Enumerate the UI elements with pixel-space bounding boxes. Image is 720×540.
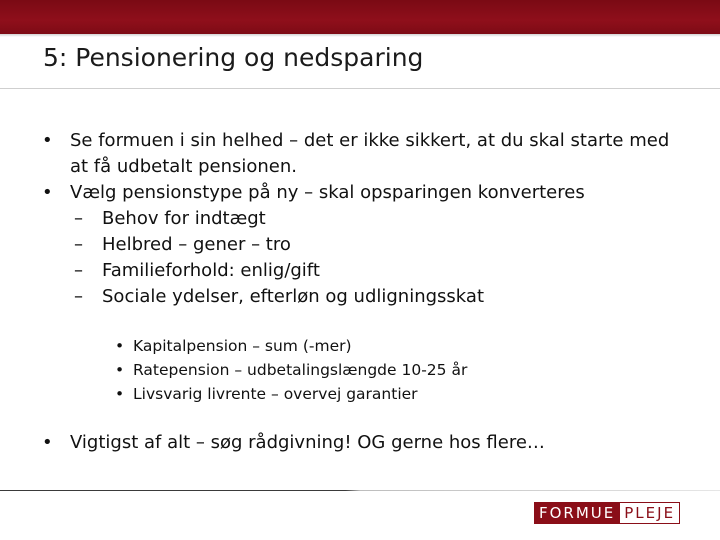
pension-type-list bbox=[0, 334, 720, 406]
bullet-item bbox=[0, 430, 690, 456]
bullet-text: Vigtigst af alt – søg rådgivning! OG gerne hos flere… bbox=[70, 432, 545, 453]
bullet-marker: • bbox=[115, 337, 125, 355]
slide-title: 5: Pensionering og nedsparing bbox=[43, 43, 424, 72]
pension-type-text: Livsvarig livrente – overvej garantier bbox=[133, 385, 418, 403]
logo-part-pleje: PLEJE bbox=[620, 502, 680, 524]
bullet-marker: • bbox=[42, 432, 53, 453]
logo-part-formue: FORMUE bbox=[534, 502, 620, 524]
header-bar-shadow bbox=[0, 34, 720, 37]
sub-bullet-item bbox=[0, 284, 720, 310]
bullet-item bbox=[0, 128, 690, 180]
dash-marker: – bbox=[74, 234, 83, 255]
main-bullet-list bbox=[0, 128, 720, 310]
sub-bullet-text: Sociale ydelser, efterløn og udligningsskat bbox=[102, 286, 484, 307]
formuepleje-logo bbox=[534, 502, 680, 524]
pension-type-text: Kapitalpension – sum (-mer) bbox=[133, 337, 352, 355]
dash-marker: – bbox=[74, 286, 83, 307]
pension-type-item bbox=[0, 382, 720, 406]
sub-bullet-text: Helbred – gener – tro bbox=[102, 234, 291, 255]
sub-bullet-item bbox=[0, 232, 720, 258]
bullet-marker: • bbox=[115, 361, 125, 379]
bullet-text: Se formuen i sin helhed – det er ikke sikkert, at du skal starte med at få udbetalt pensionen. bbox=[70, 130, 670, 177]
bullet-marker: • bbox=[115, 385, 125, 403]
dash-marker: – bbox=[74, 260, 83, 281]
pension-type-text: Ratepension – udbetalingslængde 10-25 år bbox=[133, 361, 468, 379]
bullet-marker: • bbox=[42, 182, 53, 203]
bullet-marker: • bbox=[42, 130, 53, 151]
header-bar bbox=[0, 0, 720, 34]
pension-type-item bbox=[0, 358, 720, 382]
footer-divider bbox=[0, 490, 720, 491]
bullet-item bbox=[0, 180, 690, 206]
final-bullet-list bbox=[0, 430, 720, 456]
sub-bullet-text: Behov for indtægt bbox=[102, 208, 266, 229]
pension-type-item bbox=[0, 334, 720, 358]
title-divider bbox=[0, 88, 720, 89]
dash-marker: – bbox=[74, 208, 83, 229]
sub-bullet-item bbox=[0, 258, 720, 284]
sub-bullet-text: Familieforhold: enlig/gift bbox=[102, 260, 320, 281]
bullet-text: Vælg pensionstype på ny – skal opsparingen konverteres bbox=[70, 182, 585, 203]
sub-bullet-item bbox=[0, 206, 720, 232]
